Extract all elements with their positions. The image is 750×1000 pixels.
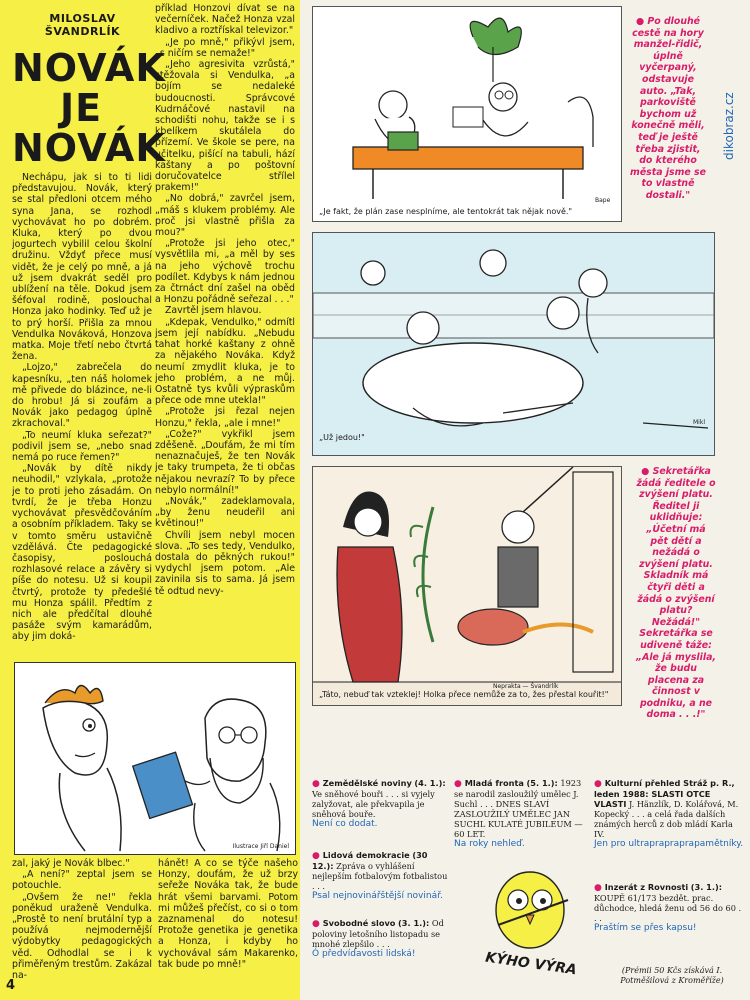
- news-response: Ó předvídavosti lidská!: [312, 949, 416, 959]
- paragraph: Nechápu, jak si to ti lidi představujou. Novák, který se stal předloni otcem mého syna Jana, se rozhodl vychovávat ho po dobrém. Kluka, který po dvou jogurtech vybilil celou školní družinu. Vždyť přece musí vidět, že je celý po mně, a já už jsem dvakrát seděl pro ublížení na těle. Dokud jsem šéfoval rodině, poslouchal Honza jako hodinky. Teď už je to prý horší. Přišla za mnou Vendulka Nováková, Honzova matka. Moje třetí nebo čtvrtá žena.: [12, 172, 152, 363]
- news-title: Mladá fronta: [464, 778, 524, 788]
- page-number: 4: [6, 978, 16, 993]
- paragraph: „Novák," zadeklamovala, „by ženu neudeřil ani květinou!": [155, 495, 295, 530]
- paragraph: „Protože jsi řezal nejen Honzu," řekla, „ale i mne!": [155, 406, 295, 429]
- headline-line: NOVÁK: [12, 126, 166, 170]
- joke-lead: Sekretářka žádá ředitele o zvýšení platu. Ředitel ji uklidňuje:: [636, 466, 716, 524]
- news-text: Ve sněhové bouři . . . si vyjely zalyžovat, ale překvapila je sněhová bouře.: [312, 789, 435, 819]
- paragraph: „Lojzo," zabrečela do kapesníku, „ten náš holomek mě přivede do blázince, ne-li do hrobu! Já si zoufám a Novák jako pedagog úplně zkrachoval.": [12, 362, 152, 430]
- bullet-dot-icon: ●: [312, 851, 323, 861]
- kyho-vyra-text: KÝHO VÝRA: [484, 949, 578, 979]
- cartoon-office: [312, 6, 622, 222]
- article-illustration: [14, 662, 296, 855]
- paragraph: Chvíli jsem nebyl mocen slova. „To ses tedy, Vendulko, dostala do pěkných rukou!" vydychl jsem potom. „Ale zavinila sis to sama. Já jsem tě odtud nevy-: [155, 529, 295, 597]
- illustration-credit: Ilustrace Jiří Daniel: [232, 843, 289, 850]
- news-text: J. Hänzlík, D. Kolářová, M. Kopecký . . . a celá řada dalších známých herců z dob mládí Karla IV.: [594, 799, 739, 839]
- article-column-1: [12, 172, 152, 662]
- paragraph: „To neumí kluka seřezat?" podivil jsem se, „nebo snad nemá po ruce řemen?": [12, 429, 152, 464]
- bullet-dot-icon: ●: [594, 883, 605, 893]
- watermark: dikobraz.cz: [722, 92, 736, 160]
- joke-quote: „Tak, parkoviště bychom už konečně měli, teď je ještě třeba zjistit, do kterého města jsme se to vlastně dostali.": [630, 85, 706, 201]
- news-response: Na roky nehleď.: [454, 839, 525, 849]
- joke-parking: [628, 16, 708, 202]
- cartoon-credit: Mikl: [693, 419, 705, 426]
- paragraph: „Cože?" vykřikl jsem zděšeně. „Doufám, že mi tím nenaznačuješ, že ten Novák je taky trumpeta, že ti občas nějakou nevrazí? To by přece nebylo normální!": [155, 428, 295, 496]
- joke-quote: „Účetní má pět dětí a nežádá o zvýšení platu. Skladník má čtyři děti a žádá o zvýšení platu? Nežádá!" Sekretářka se udiveně táže: „Ale já myslila, že budu placena za činnost v podniku, a ne doma . . .!": [636, 523, 716, 721]
- news-text: Zpráva o vyhlášení nejlepším fotbalovým fotbalistou . . .: [312, 861, 448, 891]
- bullet-dot-icon: ●: [312, 779, 323, 789]
- news-item: [312, 918, 448, 960]
- news-date: (3. 1.):: [398, 918, 430, 928]
- paragraph: „No dobrá," zavrčel jsem, „máš s klukem problémy. Ale proč jsi vlastně přišla za mou?": [155, 193, 295, 239]
- cartoon-spanking: [312, 466, 622, 706]
- bullet-dot-icon: ●: [641, 466, 650, 477]
- cartoon-caption: „Táto, nebuď tak vzteklej! Holka přece nemůže za to, žes přestal kouřit!": [319, 690, 609, 699]
- paragraph: hánět! A co se týče našeho Honzy, doufám, že už brzy seřeže Nováka tak, že bude hrát všemi barvami. Potom mi můžeš přečíst, co si o tom zaznamenal do notesu! Protože genetika je genetika a Honza, i kdyby ho vychovával sám Makarenko, tak bude po mně!": [158, 858, 298, 970]
- paragraph: „Novák by dítě nikdy neuhodil," vzlykala, „protože je to proti jeho zásadám. On tvrdí, že je třeba Honzu vychovávat přesvědčováním a osobním příkladem. Taky se v tomto směru ustavičně vzdělává. Čte pedagogické časopisy, poslouchá rozhlasové relace a závěry si píše do notesu. Už si koupil čtvrtý, protože ty předešlé mu Honza spálil. Předtím z nich ale předčítal dlouhé pasáže svým kamarádům, aby jim doká-: [12, 463, 152, 643]
- cartoon-credit: Bape: [595, 197, 611, 204]
- news-title: Kulturní přehled Stráž p. R., leden 1988: SLASTI OTCE VLASTI: [594, 778, 735, 809]
- bullet-dot-icon: ●: [454, 779, 465, 789]
- cartoon-caption: „Je fakt, že plán zase nesplníme, ale tentokrát tak nějak nově.": [319, 207, 573, 216]
- cartoon-caption: „Už jedou!": [319, 433, 365, 442]
- paragraph: „Protože jsi jeho otec," vysvětlila mi, „a měl by ses na jeho výchově trochu podílet. Kdybys k nám jednou za čtrnáct dní zašel na oběd a Honzu pořádně seřezal . . .": [155, 238, 295, 306]
- paragraph: Zavrtěl jsem hlavou.: [165, 305, 262, 317]
- news-response: Praštím se přes kapsu!: [594, 923, 697, 933]
- news-item: [312, 850, 448, 902]
- news-date: (5. 1.):: [526, 778, 558, 788]
- news-title: Zemědělské noviny: [322, 778, 412, 788]
- news-item: [594, 778, 744, 850]
- article-column-4: [158, 858, 298, 988]
- article-headline: [12, 46, 166, 170]
- news-response: Psal nejnovinářštější novinář.: [312, 891, 443, 901]
- kyho-vyra-logo: [468, 860, 593, 990]
- author-name: MILOSLAV ŠVANDRLÍK: [44, 12, 121, 38]
- bullet-dot-icon: ●: [594, 779, 605, 789]
- two-men-drawing: [15, 663, 295, 854]
- news-date: (4. 1.):: [414, 778, 446, 788]
- news-title: Inzerát z Rovnosti: [604, 882, 689, 892]
- news-item: [312, 778, 448, 830]
- article-bottom-columns: [12, 858, 297, 988]
- news-title: Lidová demokracie: [322, 850, 410, 860]
- paragraph: zal, jaký je Novák blbec.": [12, 858, 130, 869]
- news-text: KOUPĚ 61/173 bezdět. prac. důchodce, hledá ženu od 56 do 60 . . .: [594, 893, 742, 923]
- news-title: Svobodné slovo: [322, 918, 396, 928]
- article-column-3: [12, 858, 152, 988]
- spanking-scene-drawing: [313, 467, 621, 705]
- bullet-dot-icon: ●: [635, 16, 645, 27]
- paragraph: „Je po mně," přikývl jsem, „s ničím se nemaže!": [155, 36, 295, 59]
- joke-lead: Po dlouhé cestě na hory manžel-řidič, úplně vyčerpaný, odstavuje auto.: [632, 16, 704, 97]
- hockey-scene-drawing: [313, 233, 714, 455]
- cartoon-credit: Neprakta — Švandrlík: [493, 683, 559, 690]
- office-scene-drawing: [313, 7, 621, 221]
- cartoon-hockey: [312, 232, 715, 456]
- news-text: 1923 se narodil zasloužilý umělec J. Suchl . . . DNES SLAVÍ ZASLOUŽILÝ UMĚLEC JAN SUCHL KULATÉ JUBILEUM — 60 LET.: [454, 778, 583, 839]
- paragraph: „A není?" zeptal jsem se potouchle.: [12, 869, 152, 892]
- news-text: Od poloviny letošního listopadu se mnohé zlepšilo . . .: [312, 918, 444, 949]
- prize-note: (Prémii 50 Kčs získává I. Potměšilová z Kroměříže): [620, 966, 724, 985]
- headline-line: JE: [59, 86, 103, 130]
- news-response: Není co dodat.: [312, 819, 378, 829]
- news-date: (30 12.):: [312, 850, 428, 871]
- news-item: [594, 882, 744, 934]
- paragraph: příklad Honzovi dívat se na večerníček. Načež Honza vzal kladivo a roztřískal televizor.": [155, 3, 295, 37]
- news-date: (3. 1.):: [690, 882, 723, 892]
- joke-secretary: [636, 466, 716, 721]
- news-item: [454, 778, 586, 850]
- headline-line: NOVÁK: [12, 46, 166, 90]
- paragraph: „Jeho agresivita vzrůstá," stěžovala si Vendulka, „a bojím se nedaleké budoucnosti. Správcové Kudrnáčové nastavil na schodišti nohu, takže se i s kbelíkem skutálela do přízemí. Ve škole se pere, na učitelku, pišící na tabuli, hází kaštany a po poštovní doručovatelce střílel prakem!": [155, 59, 295, 194]
- bullet-dot-icon: ●: [312, 919, 323, 929]
- paragraph: „Ovšem že ne!" řekla poněkud uraženě Vendulka. „Prostě to není brutální typ a používá nejmodernější výdobytky pedagogických věd. Odhodlal se i k přiměřeným trestům. Zakázal na-: [12, 891, 152, 982]
- article-column-2: [155, 3, 295, 658]
- paragraph: „Kdepak, Vendulko," odmítl jsem její nabídku. „Nebudu tahat horké kaštany z ohně za nějakého Nováka. Když neumí zmydlit kluka, je to jeho problém, a ne můj. Ostatně tys kvůli výpraskům přece ode mne utekla!": [155, 316, 295, 407]
- news-response: Jen pro ultraprapraprapamětníky.: [594, 839, 744, 849]
